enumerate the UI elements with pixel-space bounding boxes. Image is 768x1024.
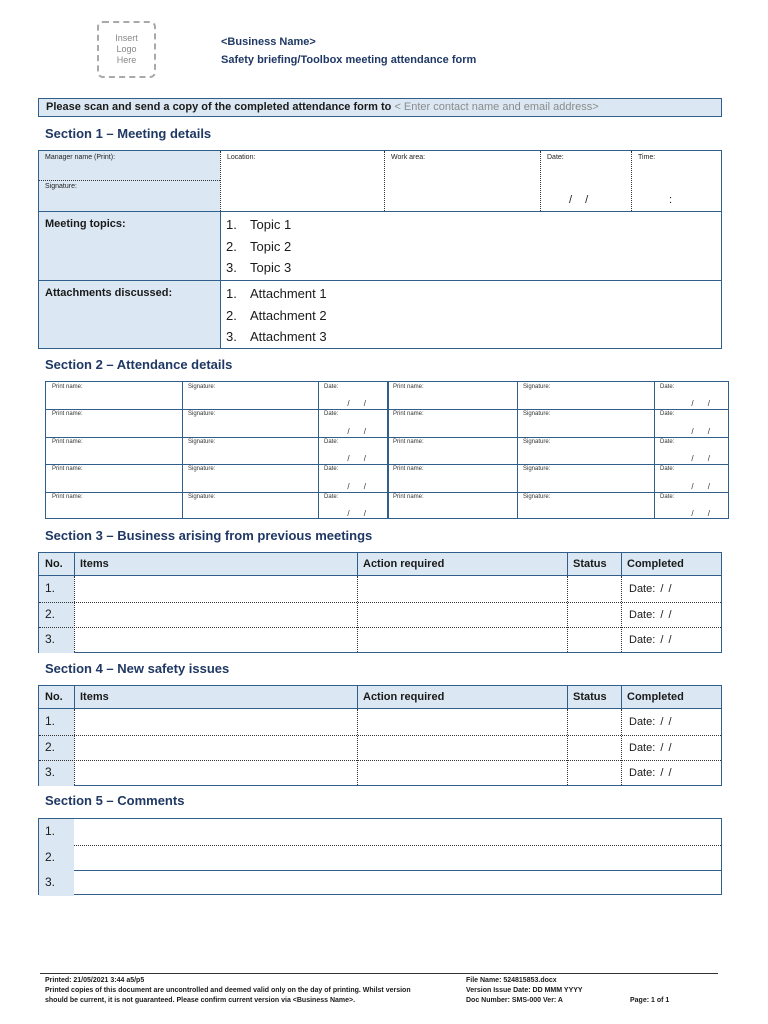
- divider: [357, 686, 358, 709]
- completed-date-field[interactable]: Date: / /: [629, 583, 672, 595]
- divider: [39, 735, 721, 736]
- print-name-label: Print name:: [393, 493, 424, 500]
- divider: [621, 709, 622, 785]
- print-name-label: Print name:: [52, 438, 83, 445]
- completed-date-field[interactable]: Date: / /: [629, 767, 672, 780]
- date-cell[interactable]: [654, 382, 730, 409]
- divider: [387, 382, 389, 518]
- signature-label: Signature:: [523, 493, 551, 500]
- page-number: Page: 1 of 1: [630, 997, 670, 1004]
- divider: [74, 553, 75, 576]
- signature-cell[interactable]: [182, 492, 318, 519]
- print-name-label: Print name:: [393, 384, 424, 390]
- attachment-text: Attachment 2: [250, 307, 327, 323]
- section-3-title: Section 3 – Business arising from previous meetings: [45, 528, 373, 543]
- table-header: [39, 686, 721, 709]
- contact-placeholder[interactable]: < Enter contact name and email address>: [394, 101, 599, 113]
- divider: [631, 151, 632, 211]
- time-label: Time:: [638, 154, 656, 161]
- date-slashes: / /: [691, 426, 716, 436]
- divider: [39, 760, 721, 761]
- print-name-cell[interactable]: [387, 382, 517, 409]
- date-cell[interactable]: [318, 409, 386, 436]
- signature-cell[interactable]: [517, 464, 654, 491]
- file-name: File Name: 524815853.docx: [466, 977, 557, 984]
- table-row[interactable]: [39, 870, 721, 896]
- date-cell[interactable]: [654, 409, 730, 436]
- print-name-cell[interactable]: [387, 409, 517, 436]
- signature-cell[interactable]: [182, 382, 318, 409]
- table-row[interactable]: [39, 602, 721, 628]
- section-5-title: Section 5 – Comments: [45, 793, 185, 808]
- date-cell[interactable]: [654, 464, 730, 491]
- divider: [74, 576, 75, 652]
- date-slashes: / /: [691, 481, 716, 491]
- attachments-label: Attachments discussed:: [45, 287, 173, 299]
- list-item[interactable]: 2. Topic 2: [226, 238, 292, 254]
- topic-text: Topic 1: [250, 217, 292, 232]
- divider: [567, 709, 568, 785]
- divider: [621, 576, 622, 652]
- new-safety-issues-table: [38, 685, 722, 786]
- date-label: Date:: [660, 438, 675, 445]
- date-slashes: / /: [691, 508, 716, 518]
- meeting-details-table: [38, 150, 722, 349]
- date-cell[interactable]: [318, 382, 386, 409]
- print-name-cell[interactable]: [46, 437, 182, 464]
- date-cell[interactable]: [318, 464, 386, 491]
- date-slashes: / /: [347, 508, 372, 518]
- signature-cell[interactable]: [182, 409, 318, 436]
- print-name-label: Print name:: [52, 411, 83, 418]
- topic-text: Topic 2: [250, 238, 292, 254]
- attachments-list: [226, 283, 327, 348]
- row-number: 2.: [39, 845, 74, 871]
- divider: [357, 553, 358, 576]
- print-name-cell[interactable]: [46, 409, 182, 436]
- divider: [517, 382, 518, 518]
- completed-date-field[interactable]: Date: / /: [629, 634, 672, 647]
- print-name-cell[interactable]: [46, 492, 182, 519]
- manager-name-label: Manager name (Print):: [45, 154, 116, 161]
- date-cell[interactable]: [654, 492, 730, 519]
- signature-cell[interactable]: [517, 437, 654, 464]
- date-label: Date:: [547, 154, 564, 161]
- scan-instruction-bar: [38, 98, 722, 117]
- row-number: 1.: [39, 576, 74, 602]
- date-label: Date:: [660, 466, 675, 473]
- work-area-label: Work area:: [391, 154, 426, 161]
- location-label: Location:: [227, 154, 256, 161]
- print-name-cell[interactable]: [387, 437, 517, 464]
- signature-cell[interactable]: [517, 492, 654, 519]
- work-area-field[interactable]: [385, 151, 540, 211]
- signature-label: Signature:: [188, 411, 216, 418]
- section-2-title: Section 2 – Attendance details: [45, 357, 233, 372]
- table-row[interactable]: [39, 845, 721, 871]
- signature-label: Signature:: [523, 466, 551, 473]
- date-label: Date:: [324, 411, 339, 418]
- printed-date: Printed: 21/05/2021 3:44 a5/p5: [45, 977, 145, 984]
- column-header: Completed: [627, 558, 684, 570]
- logo-placeholder-text: Insert Logo Here: [115, 33, 138, 65]
- footer-left: [45, 976, 460, 1006]
- location-field[interactable]: [221, 151, 384, 211]
- time-field[interactable]: :: [669, 194, 673, 206]
- row-number: 1.: [39, 819, 74, 845]
- divider: [182, 382, 183, 518]
- column-header: Items: [80, 691, 109, 703]
- print-name-cell[interactable]: [46, 382, 182, 409]
- divider: [540, 151, 541, 211]
- table-row[interactable]: [39, 627, 721, 653]
- date-label: Date:: [324, 466, 339, 473]
- table-row[interactable]: [39, 709, 721, 735]
- divider: [74, 709, 75, 785]
- attendance-table: [45, 381, 729, 519]
- divider: [74, 686, 75, 709]
- print-name-label: Print name:: [52, 466, 83, 473]
- divider: [39, 602, 721, 603]
- list-item[interactable]: 1. Attachment 1: [226, 286, 327, 301]
- print-name-label: Print name:: [393, 438, 424, 445]
- list-item[interactable]: 3. Attachment 3: [226, 329, 327, 344]
- completed-date-field[interactable]: Date: / /: [629, 716, 672, 728]
- column-header: No.: [45, 691, 63, 703]
- signature-cell[interactable]: [517, 409, 654, 436]
- list-item[interactable]: 2. Attachment 2: [226, 307, 327, 323]
- topic-text: Topic 3: [250, 260, 292, 275]
- completed-date-field[interactable]: Date: / /: [629, 741, 672, 754]
- print-name-label: Print name:: [52, 493, 83, 500]
- date-cell[interactable]: [318, 437, 386, 464]
- completed-date-field[interactable]: Date: / /: [629, 608, 672, 621]
- date-label: Date:: [324, 384, 339, 390]
- previous-business-table: [38, 552, 722, 653]
- list-item[interactable]: 3. Topic 3: [226, 260, 292, 275]
- business-name: <Business Name>: [221, 36, 316, 48]
- date-field[interactable]: / /: [569, 194, 589, 206]
- divider: [39, 627, 721, 628]
- column-header: Completed: [627, 691, 684, 703]
- footer-divider: [40, 973, 718, 974]
- print-name-label: Print name:: [393, 466, 424, 473]
- attachment-text: Attachment 3: [250, 329, 327, 344]
- print-name-label: Print name:: [52, 384, 83, 390]
- date-slashes: / /: [347, 454, 372, 464]
- list-item[interactable]: 1. Topic 1: [226, 217, 292, 232]
- doc-number: Doc Number: SMS-000 Ver: A: [466, 997, 563, 1004]
- signature-label: Signature:: [45, 183, 77, 190]
- print-name-label: Print name:: [393, 411, 424, 418]
- table-row[interactable]: [39, 819, 721, 845]
- signature-cell[interactable]: [182, 437, 318, 464]
- column-header: No.: [45, 558, 63, 570]
- table-row[interactable]: [39, 735, 721, 761]
- topics-list: [226, 214, 291, 279]
- signature-label: Signature:: [523, 411, 551, 418]
- row-number: 3.: [39, 760, 74, 786]
- signature-cell[interactable]: [517, 382, 654, 409]
- date-cell[interactable]: [318, 492, 386, 519]
- column-header: Action required: [363, 558, 445, 570]
- print-name-cell[interactable]: [387, 464, 517, 491]
- logo-placeholder: [97, 21, 156, 78]
- date-label: Date:: [660, 493, 675, 500]
- attachment-text: Attachment 1: [250, 286, 327, 301]
- row-number: 1.: [39, 709, 74, 735]
- date-label: Date:: [324, 493, 339, 500]
- table-header: [39, 553, 721, 576]
- date-slashes: / /: [347, 481, 372, 491]
- signature-label: Signature:: [523, 438, 551, 445]
- print-name-cell[interactable]: [46, 464, 182, 491]
- disclaimer-line-2: should be current, it is not guaranteed. Please confirm current version via <Business Name>.: [45, 997, 356, 1004]
- print-name-cell[interactable]: [387, 492, 517, 519]
- divider: [567, 576, 568, 652]
- document-header: [221, 33, 476, 69]
- column-header: Items: [80, 558, 109, 570]
- date-slashes: / /: [347, 399, 372, 409]
- signature-label: Signature:: [523, 384, 551, 390]
- divider: [621, 686, 622, 709]
- date-slashes: / /: [347, 426, 372, 436]
- date-label: Date:: [660, 411, 675, 418]
- column-header: Status: [573, 691, 607, 703]
- date-slashes: / /: [691, 399, 716, 409]
- table-row[interactable]: [39, 576, 721, 602]
- divider: [357, 709, 358, 785]
- version-issue-date: Version Issue Date: DD MMM YYYY: [466, 987, 583, 994]
- date-label: Date:: [324, 438, 339, 445]
- date-slashes: / /: [691, 454, 716, 464]
- column-header: Status: [573, 558, 607, 570]
- row-number: 3.: [39, 870, 74, 896]
- section-4-title: Section 4 – New safety issues: [45, 661, 230, 676]
- divider: [357, 576, 358, 652]
- divider: [318, 382, 319, 518]
- date-label: Date:: [660, 384, 675, 390]
- row-number: 2.: [39, 735, 74, 761]
- section-1-title: Section 1 – Meeting details: [45, 126, 212, 141]
- signature-label: Signature:: [188, 466, 216, 473]
- row-number: 3.: [39, 627, 74, 653]
- signature-label: Signature:: [188, 384, 216, 390]
- comments-table: [38, 818, 722, 895]
- divider: [567, 686, 568, 709]
- divider: [654, 382, 655, 518]
- column-header: Action required: [363, 691, 445, 703]
- signature-label: Signature:: [188, 493, 216, 500]
- table-row[interactable]: [39, 760, 721, 786]
- footer-right: [466, 976, 626, 1006]
- form-title: Safety briefing/Toolbox meeting attendance form: [221, 54, 477, 66]
- divider: [621, 553, 622, 576]
- row-number: 2.: [39, 602, 74, 628]
- divider: [567, 553, 568, 576]
- signature-cell[interactable]: [182, 464, 318, 491]
- disclaimer-line-1: Printed copies of this document are uncontrolled and deemed valid only on the day of printing. Whilst version: [45, 987, 411, 994]
- scan-instruction-text: Please scan and send a copy of the completed attendance form to: [46, 101, 392, 113]
- date-cell[interactable]: [654, 437, 730, 464]
- meeting-topics-label: Meeting topics:: [45, 218, 126, 230]
- signature-label: Signature:: [188, 438, 216, 445]
